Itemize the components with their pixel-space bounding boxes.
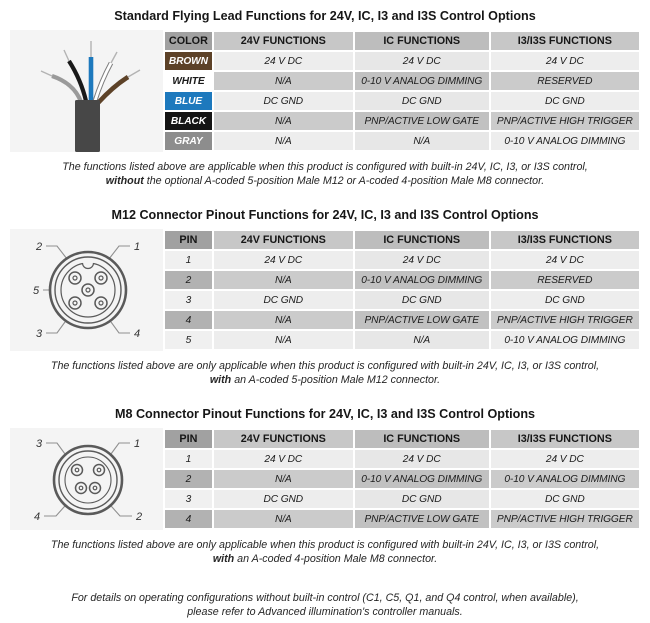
function-cell: N/A bbox=[214, 331, 353, 349]
pin-number-cell: 4 bbox=[165, 311, 212, 329]
m8-diagram-panel bbox=[10, 428, 163, 530]
pin-label: 1 bbox=[133, 438, 140, 450]
function-cell: 0-10 V ANALOG DIMMING bbox=[355, 470, 489, 488]
table-row bbox=[165, 490, 639, 508]
m12-connector-diagram bbox=[12, 230, 162, 350]
final-note-line2: please refer to Advanced illumination's controller manuals. bbox=[187, 606, 463, 618]
function-cell: N/A bbox=[214, 470, 353, 488]
pin-number-cell: 2 bbox=[165, 271, 212, 289]
footnote-line1: The functions listed above are applicable when this product is configured with built-in 24V, IC, I3, or I3S control, bbox=[62, 161, 588, 173]
function-cell: 24 V DC bbox=[491, 52, 639, 70]
footnote-line2: an A-coded 4-position Male M8 connector. bbox=[234, 553, 438, 565]
flying-lead-table bbox=[163, 30, 641, 152]
function-cell: DC GND bbox=[491, 291, 639, 309]
function-cell: RESERVED bbox=[491, 271, 639, 289]
table-row bbox=[165, 251, 639, 269]
flying-lead-illustration-panel bbox=[10, 30, 163, 152]
pin-label: 5 bbox=[32, 285, 39, 297]
function-cell: DC GND bbox=[491, 92, 639, 110]
pin-number-cell: 3 bbox=[165, 490, 212, 508]
table-row bbox=[165, 52, 639, 70]
pin-label: 4 bbox=[33, 511, 40, 523]
function-cell: RESERVED bbox=[491, 72, 639, 90]
function-cell: N/A bbox=[355, 132, 489, 150]
controller-manuals-note bbox=[0, 591, 650, 619]
function-cell: 0-10 V ANALOG DIMMING bbox=[355, 271, 489, 289]
function-cell: 24 V DC bbox=[214, 52, 353, 70]
table-row bbox=[165, 331, 639, 349]
color-swatch-cell: BROWN bbox=[165, 52, 212, 70]
table-row bbox=[165, 291, 639, 309]
function-cell: DC GND bbox=[214, 92, 353, 110]
function-cell: 24 V DC bbox=[214, 251, 353, 269]
pin-number-cell: 1 bbox=[165, 450, 212, 468]
section-m8 bbox=[0, 387, 650, 566]
table-column-header: IC FUNCTIONS bbox=[355, 32, 489, 50]
footnote-bold-word: with bbox=[212, 553, 235, 565]
function-cell: DC GND bbox=[355, 490, 489, 508]
m8-pinout-table bbox=[163, 428, 641, 530]
color-swatch-cell: BLUE bbox=[165, 92, 212, 110]
table-column-header: IC FUNCTIONS bbox=[355, 231, 489, 249]
function-cell: 24 V DC bbox=[355, 52, 489, 70]
table-row bbox=[165, 72, 639, 90]
table-column-header: I3/I3S FUNCTIONS bbox=[491, 32, 639, 50]
color-swatch-cell: BLACK bbox=[165, 112, 212, 130]
function-cell: 24 V DC bbox=[355, 450, 489, 468]
function-cell: PNP/ACTIVE LOW GATE bbox=[355, 311, 489, 329]
table-column-header: I3/I3S FUNCTIONS bbox=[491, 430, 639, 448]
m8-connector-diagram bbox=[12, 429, 162, 529]
function-cell: N/A bbox=[214, 311, 353, 329]
pin-label: 3 bbox=[35, 328, 42, 340]
color-swatch-cell: GRAY bbox=[165, 132, 212, 150]
table-header-row bbox=[165, 430, 639, 448]
footnote-line2: an A-coded 5-position Male M12 connector. bbox=[231, 374, 441, 386]
table-column-header: 24V FUNCTIONS bbox=[214, 32, 353, 50]
table-row bbox=[165, 112, 639, 130]
function-cell: 24 V DC bbox=[491, 450, 639, 468]
function-cell: PNP/ACTIVE HIGH TRIGGER bbox=[491, 112, 639, 130]
pin-number-cell: 2 bbox=[165, 470, 212, 488]
table-key-header: PIN bbox=[165, 430, 212, 448]
table-column-header: 24V FUNCTIONS bbox=[214, 430, 353, 448]
function-cell: 0-10 V ANALOG DIMMING bbox=[491, 132, 639, 150]
footnote-line2: the optional A-coded 5-position Male M12 or A-coded 4-position Male M8 connector. bbox=[143, 175, 545, 187]
m12-diagram-panel bbox=[10, 229, 163, 351]
section-title: M8 Connector Pinout Functions for 24V, IC, I3 and I3S Control Options bbox=[114, 407, 536, 421]
function-cell: 24 V DC bbox=[214, 450, 353, 468]
color-swatch-cell: WHITE bbox=[165, 72, 212, 90]
pin-label: 3 bbox=[35, 438, 42, 450]
function-cell: N/A bbox=[214, 510, 353, 528]
function-cell: PNP/ACTIVE HIGH TRIGGER bbox=[491, 311, 639, 329]
section-title: Standard Flying Lead Functions for 24V, IC, I3 and I3S Control Options bbox=[114, 9, 536, 23]
footnote-bold-word: with bbox=[209, 374, 232, 386]
function-cell: PNP/ACTIVE LOW GATE bbox=[355, 510, 489, 528]
function-cell: 0-10 V ANALOG DIMMING bbox=[491, 470, 639, 488]
footnote bbox=[0, 538, 650, 566]
table-row bbox=[165, 510, 639, 528]
pin-label: 2 bbox=[35, 241, 42, 253]
footnote-line1: The functions listed above are only applicable when this product is configured with built-in 24V, IC, I3, or I3S control, bbox=[50, 360, 600, 372]
table-column-header: 24V FUNCTIONS bbox=[214, 231, 353, 249]
final-note-line1: For details on operating configurations without built-in control (C1, C5, Q1, and Q4 control, when available), bbox=[71, 592, 579, 604]
section-flying-lead bbox=[0, 9, 650, 188]
table-header-row bbox=[165, 231, 639, 249]
pin-label: 4 bbox=[133, 328, 140, 340]
gray-wire bbox=[52, 76, 81, 102]
function-cell: DC GND bbox=[214, 490, 353, 508]
function-cell: PNP/ACTIVE LOW GATE bbox=[355, 112, 489, 130]
table-column-header: I3/I3S FUNCTIONS bbox=[491, 231, 639, 249]
table-row bbox=[165, 271, 639, 289]
table-row bbox=[165, 132, 639, 150]
function-cell: DC GND bbox=[491, 490, 639, 508]
m12-pinout-table bbox=[163, 229, 641, 351]
pin-number-cell: 5 bbox=[165, 331, 212, 349]
function-cell: DC GND bbox=[214, 291, 353, 309]
function-cell: PNP/ACTIVE HIGH TRIGGER bbox=[491, 510, 639, 528]
table-row bbox=[165, 450, 639, 468]
table-key-header: COLOR bbox=[165, 32, 212, 50]
pin-label: 1 bbox=[133, 241, 140, 253]
function-cell: 0-10 V ANALOG DIMMING bbox=[491, 331, 639, 349]
function-cell: DC GND bbox=[355, 291, 489, 309]
function-cell: 24 V DC bbox=[491, 251, 639, 269]
flying-lead-wires-icon bbox=[12, 30, 162, 152]
table-header-row bbox=[165, 32, 639, 50]
footnote-line1: The functions listed above are only applicable when this product is configured with built-in 24V, IC, I3, or I3S control, bbox=[50, 539, 600, 551]
function-cell: 24 V DC bbox=[355, 251, 489, 269]
table-key-header: PIN bbox=[165, 231, 212, 249]
table-row bbox=[165, 470, 639, 488]
function-cell: N/A bbox=[214, 72, 353, 90]
function-cell: N/A bbox=[214, 271, 353, 289]
pin-number-cell: 1 bbox=[165, 251, 212, 269]
function-cell: N/A bbox=[355, 331, 489, 349]
footnote bbox=[0, 359, 650, 387]
section-m12 bbox=[0, 188, 650, 387]
section-title: M12 Connector Pinout Functions for 24V, IC, I3 and I3S Control Options bbox=[111, 208, 539, 222]
function-cell: N/A bbox=[214, 112, 353, 130]
pin-label: 2 bbox=[135, 511, 142, 523]
function-cell: DC GND bbox=[355, 92, 489, 110]
table-row bbox=[165, 92, 639, 110]
pin-number-cell: 4 bbox=[165, 510, 212, 528]
cable-jacket bbox=[75, 100, 100, 152]
table-column-header: IC FUNCTIONS bbox=[355, 430, 489, 448]
pin-number-cell: 3 bbox=[165, 291, 212, 309]
function-cell: 0-10 V ANALOG DIMMING bbox=[355, 72, 489, 90]
function-cell: N/A bbox=[214, 132, 353, 150]
footnote-bold-word: without bbox=[105, 175, 144, 187]
table-row bbox=[165, 311, 639, 329]
footnote bbox=[0, 160, 650, 188]
